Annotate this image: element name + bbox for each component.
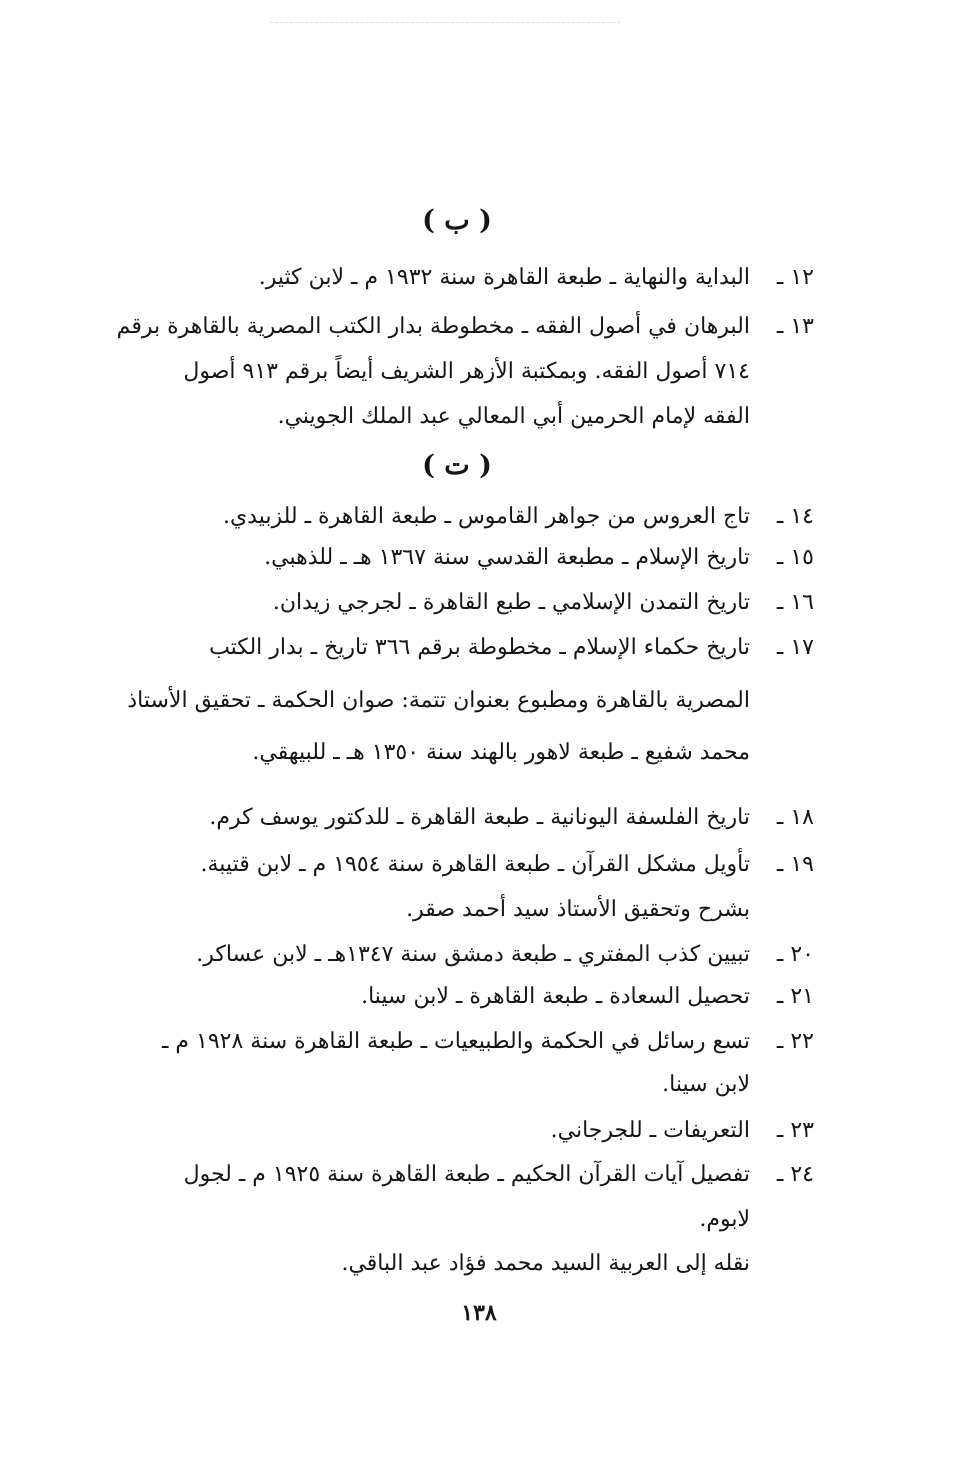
entry-number: ١٨ ـ (776, 805, 814, 830)
entry-22-continuation-1: لابن سينا. (662, 1072, 750, 1097)
section-heading-ta: ( ت ) (422, 450, 492, 481)
bibliography-entry-17 (94, 633, 814, 663)
entry-13-continuation-2: الفقه لإمام الحرمين أبي المعالي عبد الملك الجويني. (277, 404, 750, 429)
bibliography-entry-24 (94, 1160, 814, 1190)
entry-text: تاريخ الفلسفة اليونانية ـ طبعة القاهرة ـ للدكتور يوسف كرم. (209, 805, 750, 830)
bibliography-entry-21 (94, 982, 814, 1012)
entry-19-continuation-1: بشرح وتحقيق الأستاذ سيد أحمد صقر. (406, 897, 750, 922)
entry-number: ١٧ ـ (776, 635, 814, 660)
bibliography-entry-14 (94, 502, 814, 532)
entry-text: تسع رسائل في الحكمة والطبيعيات ـ طبعة القاهرة سنة ١٩٢٨ م ـ (161, 1029, 750, 1054)
entry-text: تأويل مشكل القرآن ـ طبعة القاهرة سنة ١٩٥٤ م ـ لابن قتيبة. (200, 852, 750, 877)
entry-number: ٢٠ ـ (776, 942, 814, 967)
top-edge-mark (270, 22, 620, 23)
entry-24-continuation-1: لابوم. (699, 1207, 750, 1232)
entry-number: ١٢ ـ (776, 265, 814, 290)
bibliography-entry-16 (94, 588, 814, 618)
bibliography-entry-12 (94, 263, 814, 293)
entry-text: البداية والنهاية ـ طبعة القاهرة سنة ١٩٣٢ م ـ لابن كثير. (258, 265, 750, 290)
bibliography-entry-23 (94, 1116, 814, 1146)
entry-number: ١٤ ـ (776, 504, 814, 529)
entry-text: تفصيل آيات القرآن الحكيم ـ طبعة القاهرة سنة ١٩٢٥ م ـ لجول (183, 1162, 750, 1187)
entry-number: ٢٢ ـ (776, 1029, 814, 1054)
entry-number: ١٦ ـ (776, 590, 814, 615)
entry-17-continuation-1: المصرية بالقاهرة ومطبوع بعنوان تتمة: صوان الحكمة ـ تحقيق الأستاذ (127, 688, 750, 713)
entry-number: ٢٣ ـ (776, 1118, 814, 1143)
entry-text: تاريخ حكماء الإسلام ـ مخطوطة برقم ٣٦٦ تاريخ ـ بدار الكتب (209, 635, 750, 660)
bibliography-entry-13 (94, 312, 814, 342)
entry-24-continuation-2: نقله إلى العربية السيد محمد فؤاد عبد الباقي. (341, 1251, 750, 1276)
bibliography-entry-22 (94, 1027, 814, 1057)
entry-number: ١٩ ـ (776, 852, 814, 877)
entry-text: تاريخ الإسلام ـ مطبعة القدسي سنة ١٣٦٧ هـ ـ للذهبي. (264, 545, 750, 570)
page-number: ١٣٨ (461, 1300, 497, 1326)
entry-text: البرهان في أصول الفقه ـ مخطوطة بدار الكتب المصرية بالقاهرة برقم (116, 314, 750, 339)
bibliography-entry-15 (94, 543, 814, 573)
entry-text: تحصيل السعادة ـ طبعة القاهرة ـ لابن سينا. (361, 984, 750, 1009)
section-heading-ba: ( ب ) (422, 205, 492, 236)
bibliography-entry-18 (94, 803, 814, 833)
entry-17-continuation-2: محمد شفيع ـ طبعة لاهور بالهند سنة ١٣٥٠ هـ ـ للبيهقي. (252, 740, 750, 765)
entry-number: ٢١ ـ (776, 984, 814, 1009)
entry-text: تاج العروس من جواهر القاموس ـ طبعة القاهرة ـ للزبيدي. (222, 504, 750, 529)
bibliography-entry-19 (94, 850, 814, 880)
entry-text: تاريخ التمدن الإسلامي ـ طبع القاهرة ـ لجرجي زيدان. (272, 590, 750, 615)
entry-number: ١٣ ـ (776, 314, 814, 339)
bibliography-entry-20 (94, 940, 814, 970)
entry-text: التعريفات ـ للجرجاني. (550, 1118, 750, 1143)
entry-text: تبيين كذب المفتري ـ طبعة دمشق سنة ١٣٤٧هـ ـ لابن عساكر. (196, 942, 750, 967)
entry-number: ٢٤ ـ (776, 1162, 814, 1187)
entry-number: ١٥ ـ (776, 545, 814, 570)
entry-13-continuation-1: ٧١٤ أصول الفقه. وبمكتبة الأزهر الشريف أيضاً برقم ٩١٣ أصول (183, 359, 750, 384)
